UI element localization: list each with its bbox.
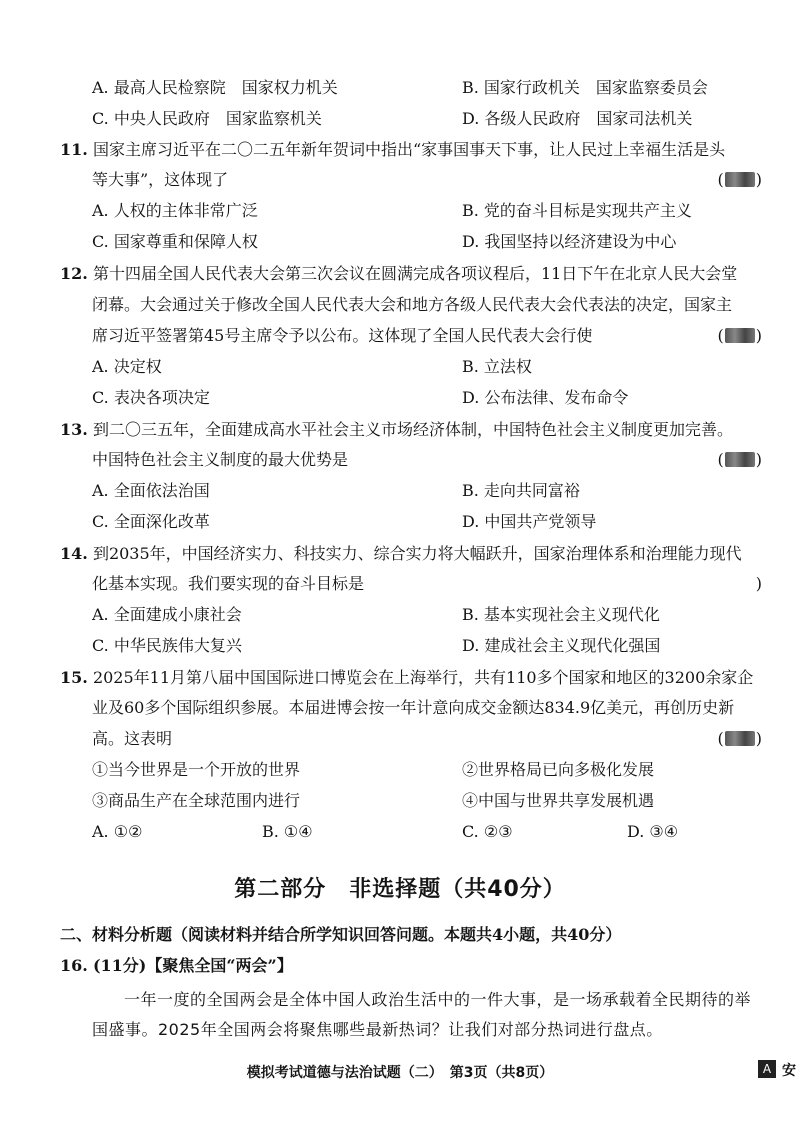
- q11-option-c: C. 国家尊重和保障人权: [92, 232, 258, 251]
- q14-number: 14.: [60, 544, 88, 563]
- q12-stem-line2: 闭幕。大会通过关于修改全国人民代表大会和地方各级人民代表大会代表法的决定，国家主: [92, 295, 733, 314]
- q15-statement-2: ②世界格局已向多极化发展: [462, 760, 655, 779]
- q14-stem-line1: [60, 544, 742, 564]
- q15-stem-line2: 业及60多个国际组织参展。本届进博会按一年计意向成交金额达834.9亿美元，再创历史新: [92, 698, 735, 717]
- redacted-answer: [725, 172, 755, 187]
- q10-option-d: D. 各级人民政府 国家司法机关: [462, 109, 693, 128]
- q14-option-a: A. 全面建成小康社会: [92, 605, 242, 624]
- q13-option-a: A. 全面依法治国: [92, 481, 210, 500]
- q12-text1: 第十四届全国人民代表大会第三次会议在圆满完成各项议程后，11日下午在北京人民大会堂: [92, 264, 738, 283]
- q13-option-b: B. 走向共同富裕: [462, 481, 580, 500]
- q12-option-d: D. 公布法律、发布命令: [462, 388, 629, 407]
- q15-answer-blank: ( ): [717, 729, 762, 748]
- q13-option-d: D. 中国共产党领导: [462, 512, 597, 531]
- redacted-answer: [725, 452, 755, 467]
- q15-stem-line1: [60, 668, 753, 688]
- q11-stem-line2: 等大事”，这体现了: [92, 170, 229, 189]
- page-footer: 模拟考试道德与法治试题（二） 第3页（共8页）: [246, 1065, 554, 1081]
- q13-text1: 到二〇三五年，全面建成高水平社会主义市场经济体制，中国特色社会主义制度更加完善。: [92, 420, 733, 439]
- version-badge: A: [758, 1060, 776, 1078]
- q16-number: 16.: [60, 956, 88, 975]
- q12-option-c: C. 表决各项决定: [92, 388, 210, 407]
- q15-option-a: A. ①②: [92, 822, 143, 841]
- q11-stem-line1: [60, 140, 725, 160]
- q15-statement-1: ①当今世界是一个开放的世界: [92, 760, 301, 779]
- q15-option-c: C. ②③: [462, 822, 513, 841]
- q16-title: (11分)【聚焦全国“两会”】: [92, 956, 293, 975]
- q15-option-b: B. ①④: [262, 822, 313, 841]
- q11-option-a: A. 人权的主体非常广泛: [92, 201, 258, 220]
- q12-stem-line3: 席习近平签署第45号主席令予以公布。这体现了全国人民代表大会行使: [92, 326, 593, 345]
- q14-stem-line2: 化基本实现。我们要实现的奋斗目标是: [92, 574, 365, 593]
- q16-material-line1: 一年一度的全国两会是全体中国人政治生活中的一件大事，是一场承载着全民期待的举: [124, 990, 752, 1009]
- q11-text1: 国家主席习近平在二〇二五年新年贺词中指出“家事国事天下事，让人民过上幸福生活是头: [92, 140, 726, 159]
- redacted-answer: [725, 731, 755, 746]
- q15-statement-4: ④中国与世界共享发展机遇: [462, 791, 655, 810]
- q14-answer-blank: ): [724, 574, 762, 594]
- q16-heading: [60, 956, 293, 976]
- q12-stem-line1: [60, 264, 737, 284]
- q13-stem-line1: [60, 420, 733, 440]
- q12-option-a: A. 决定权: [92, 357, 162, 376]
- q14-option-d: D. 建成社会主义现代化强国: [462, 636, 661, 655]
- q12-answer-blank: ( ): [717, 326, 762, 345]
- q10-option-a: A. 最高人民检察院 国家权力机关: [92, 78, 338, 97]
- q15-option-d: D. ③④: [627, 822, 679, 841]
- q14-option-b: B. 基本实现社会主义现代化: [462, 605, 660, 624]
- q12-option-b: B. 立法权: [462, 357, 532, 376]
- q12-number: 12.: [60, 264, 88, 283]
- q13-stem-line2: 中国特色社会主义制度的最大优势是: [92, 450, 349, 469]
- q13-answer-blank: ( ): [717, 450, 762, 469]
- q13-number: 13.: [60, 420, 88, 439]
- q15-stem-line3: 高。这表明: [92, 729, 173, 748]
- part-two-title: 第二部分 非选择题（共40分）: [234, 877, 566, 902]
- q10-option-b: B. 国家行政机关 国家监察委员会: [462, 78, 708, 97]
- q16-material-line2: 国盛事。2025年全国两会将聚焦哪些最新热词？让我们对部分热词进行盘点。: [92, 1020, 663, 1039]
- q11-number: 11.: [60, 140, 88, 159]
- q11-option-b: B. 党的奋斗目标是实现共产主义: [462, 201, 692, 220]
- redacted-answer: [725, 576, 755, 591]
- section-heading: 二、材料分析题（阅读材料并结合所学知识回答问题。本题共4小题，共40分）: [60, 925, 622, 944]
- q15-text1: 2025年11月第八届中国国际进口博览会在上海举行，共有110多个国家和地区的3200余家企: [92, 668, 754, 687]
- q14-option-c: C. 中华民族伟大复兴: [92, 636, 242, 655]
- q11-answer-blank: ( ): [717, 170, 762, 189]
- q15-statement-3: ③商品生产在全球范围内进行: [92, 791, 301, 810]
- q10-option-c: C. 中央人民政府 国家监察机关: [92, 109, 322, 128]
- q14-text1: 到2035年，中国经济实力、科技实力、综合实力将大幅跃升，国家治理体系和治理能力现代: [92, 544, 742, 563]
- q11-option-d: D. 我国坚持以经济建设为中心: [462, 232, 677, 251]
- redacted-answer: [725, 328, 755, 343]
- footer-side-text: 安: [782, 1063, 796, 1079]
- q13-option-c: C. 全面深化改革: [92, 512, 210, 531]
- q15-number: 15.: [60, 668, 88, 687]
